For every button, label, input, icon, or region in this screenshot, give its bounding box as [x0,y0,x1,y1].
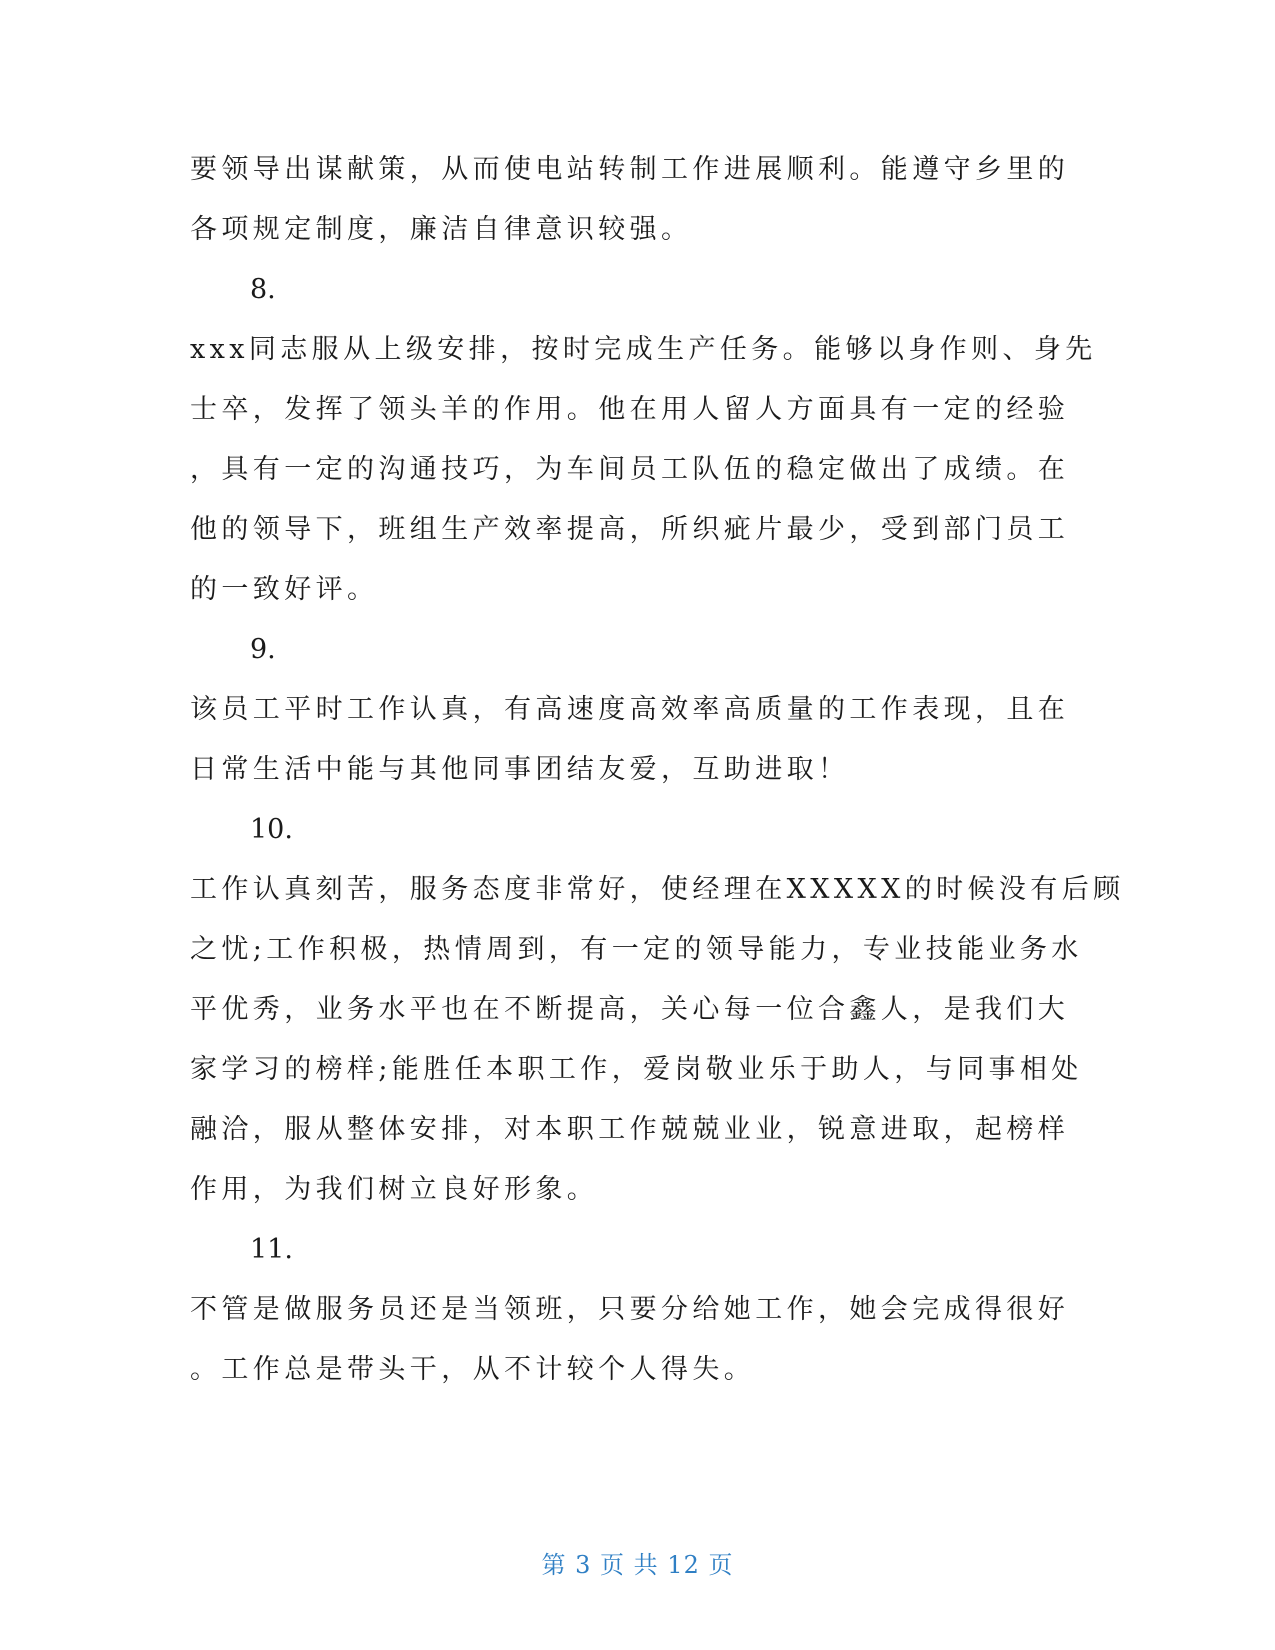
paragraph-line: 各项规定制度，廉洁自律意识较强。 [190,214,693,245]
paragraph-line: 。工作总是带头干，从不计较个人得失。 [190,1354,756,1385]
paragraph-line: 平优秀，业务水平也在不断提高，关心每一位合鑫人，是我们大 [190,994,1070,1025]
paragraph-line: 日常生活中能与其他同事团结友爱，互助进取！ [190,754,850,785]
paragraph-line: 融洽，服从整体安排，对本职工作兢兢业业，锐意进取，起榜样 [190,1114,1070,1145]
paragraph-line: 家学习的榜样;能胜任本职工作，爱岗敬业乐于助人，与同事相处 [190,1054,1083,1085]
page-footer: 第 3 页 共 12 页 [541,1551,734,1579]
item-number: 8. [250,274,276,305]
document-body [190,140,1125,1400]
paragraph [190,860,1125,1220]
item-number: 10. [250,814,293,845]
paragraph-line: 的一致好评。 [190,574,379,605]
paragraph-line: 作用，为我们树立良好形象。 [190,1174,599,1205]
paragraph-line: xxx同志服从上级安排，按时完成生产任务。能够以身作则、身先 [190,334,1097,365]
paragraph-line: 他的领导下，班组生产效率提高，所织疵片最少，受到部门员工 [190,514,1070,545]
paragraph-line: ，具有一定的沟通技巧，为车间员工队伍的稳定做出了成绩。在 [190,454,1070,485]
paragraph-line: 士卒，发挥了领头羊的作用。他在用人留人方面具有一定的经验 [190,394,1070,425]
paragraph-line: 要领导出谋献策，从而使电站转制工作进展顺利。能遵守乡里的 [190,154,1070,185]
paragraph [190,140,1090,260]
paragraph-line: 工作认真刻苦，服务态度非常好，使经理在XXXXX的时候没有后顾 [190,874,1125,905]
paragraph [190,680,1090,800]
paragraph [190,320,1097,620]
item-number: 11. [250,1234,293,1265]
paragraph-line: 该员工平时工作认真，有高速度高效率高质量的工作表现，且在 [190,694,1070,725]
paragraph [190,1280,1090,1400]
paragraph-line: 之忧;工作积极，热情周到，有一定的领导能力，专业技能业务水 [190,934,1083,965]
item-number: 9. [250,634,276,665]
paragraph-line: 不管是做服务员还是当领班，只要分给她工作，她会完成得很好 [190,1294,1070,1325]
